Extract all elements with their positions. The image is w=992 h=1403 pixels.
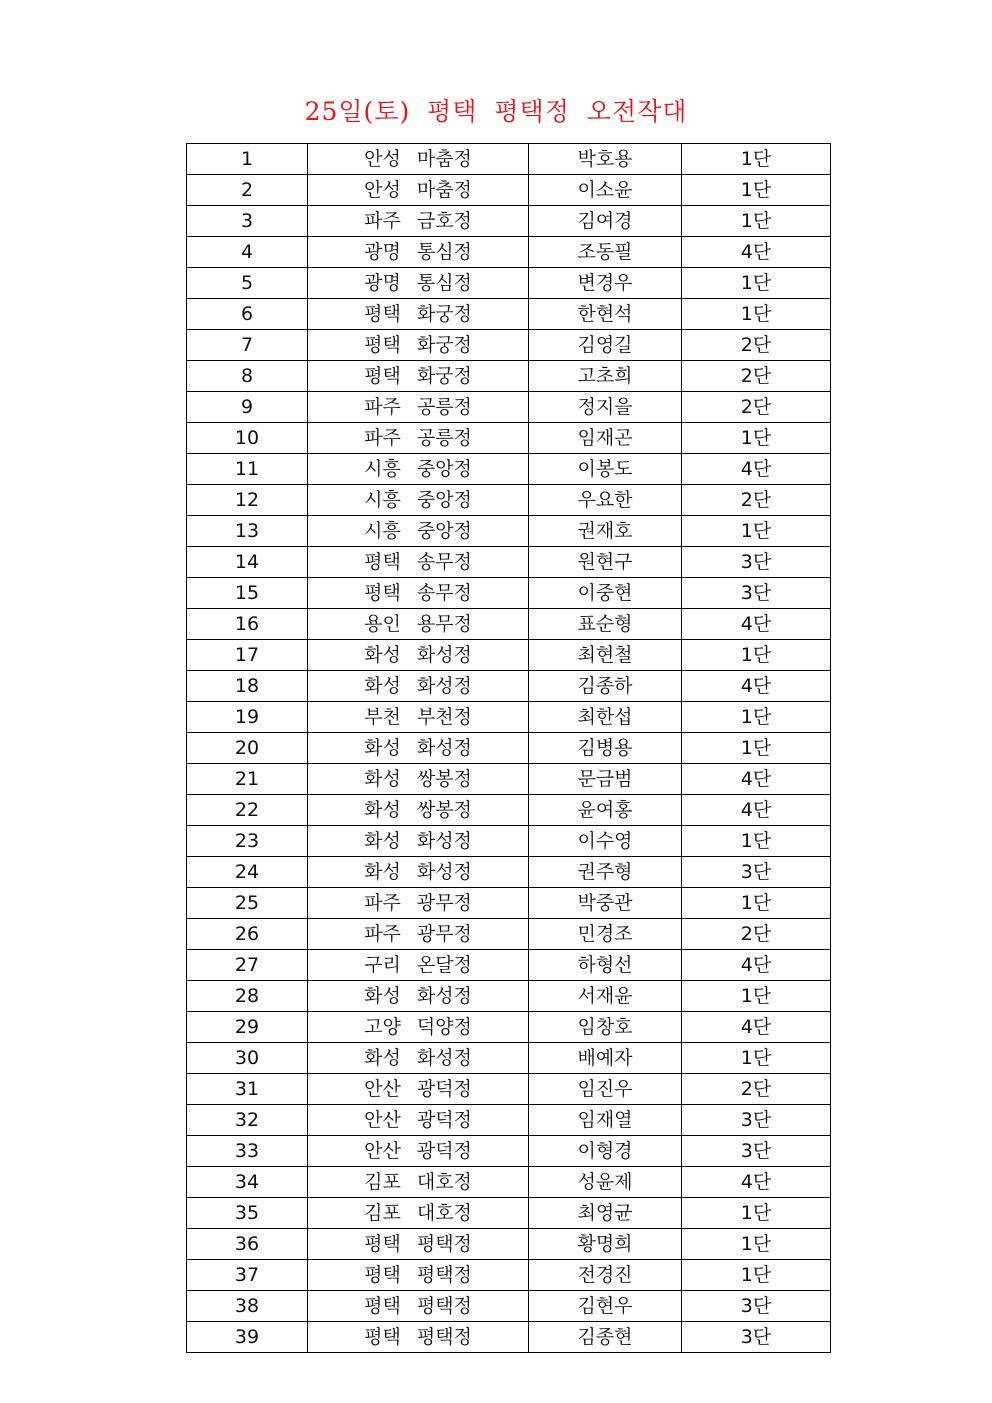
club-cell: 파주 공릉정 — [308, 392, 529, 423]
club-cell: 파주 광무정 — [308, 919, 529, 950]
row-number-cell: 32 — [187, 1105, 308, 1136]
row-number-cell: 10 — [187, 423, 308, 454]
row-number-cell: 1 — [187, 144, 308, 175]
row-number-cell: 27 — [187, 950, 308, 981]
rank-cell: 1단 — [682, 981, 831, 1012]
table-row — [187, 733, 831, 764]
row-number-cell: 20 — [187, 733, 308, 764]
club-cell: 김포 대호정 — [308, 1167, 529, 1198]
row-number-cell: 21 — [187, 764, 308, 795]
row-number-cell: 28 — [187, 981, 308, 1012]
rank-cell: 1단 — [682, 516, 831, 547]
rank-cell: 2단 — [682, 919, 831, 950]
table-row — [187, 1136, 831, 1167]
table-row — [187, 516, 831, 547]
rank-cell: 3단 — [682, 1322, 831, 1353]
archer-name-cell: 우요한 — [529, 485, 682, 516]
table-row — [187, 361, 831, 392]
club-cell: 광명 통심정 — [308, 268, 529, 299]
roster-body — [187, 144, 831, 1353]
row-number-cell: 33 — [187, 1136, 308, 1167]
club-cell: 안산 광덕정 — [308, 1105, 529, 1136]
rank-cell: 3단 — [682, 547, 831, 578]
rank-cell: 4단 — [682, 1167, 831, 1198]
club-cell: 화성 화성정 — [308, 981, 529, 1012]
archer-name-cell: 김여경 — [529, 206, 682, 237]
rank-cell: 2단 — [682, 485, 831, 516]
row-number-cell: 25 — [187, 888, 308, 919]
club-cell: 안성 마춤정 — [308, 144, 529, 175]
table-row — [187, 237, 831, 268]
rank-cell: 3단 — [682, 578, 831, 609]
table-row — [187, 1043, 831, 1074]
row-number-cell: 3 — [187, 206, 308, 237]
archer-name-cell: 임창호 — [529, 1012, 682, 1043]
club-cell: 화성 화성정 — [308, 671, 529, 702]
row-number-cell: 35 — [187, 1198, 308, 1229]
club-cell: 화성 화성정 — [308, 733, 529, 764]
club-cell: 시흥 중앙정 — [308, 485, 529, 516]
rank-cell: 4단 — [682, 454, 831, 485]
row-number-cell: 6 — [187, 299, 308, 330]
row-number-cell: 31 — [187, 1074, 308, 1105]
rank-cell: 1단 — [682, 299, 831, 330]
archer-name-cell: 한현석 — [529, 299, 682, 330]
archer-name-cell: 성윤제 — [529, 1167, 682, 1198]
rank-cell: 1단 — [682, 702, 831, 733]
rank-cell: 1단 — [682, 1260, 831, 1291]
club-cell: 평택 화궁정 — [308, 361, 529, 392]
row-number-cell: 8 — [187, 361, 308, 392]
rank-cell: 4단 — [682, 609, 831, 640]
table-row — [187, 392, 831, 423]
club-cell: 평택 평택정 — [308, 1229, 529, 1260]
archer-name-cell: 김현우 — [529, 1291, 682, 1322]
row-number-cell: 11 — [187, 454, 308, 485]
archer-name-cell: 표순형 — [529, 609, 682, 640]
table-row — [187, 826, 831, 857]
archer-name-cell: 변경우 — [529, 268, 682, 299]
rank-cell: 1단 — [682, 268, 831, 299]
club-cell: 광명 통심정 — [308, 237, 529, 268]
row-number-cell: 18 — [187, 671, 308, 702]
archer-name-cell: 이소윤 — [529, 175, 682, 206]
club-cell: 평택 송무정 — [308, 578, 529, 609]
rank-cell: 1단 — [682, 826, 831, 857]
rank-cell: 1단 — [682, 423, 831, 454]
row-number-cell: 38 — [187, 1291, 308, 1322]
row-number-cell: 30 — [187, 1043, 308, 1074]
document-title: 25일(토) 평택 평택정 오전작대 — [304, 97, 688, 126]
archer-name-cell: 임재열 — [529, 1105, 682, 1136]
table-row — [187, 330, 831, 361]
archer-name-cell: 김종현 — [529, 1322, 682, 1353]
archer-name-cell: 김종하 — [529, 671, 682, 702]
archer-name-cell: 임진우 — [529, 1074, 682, 1105]
rank-cell: 1단 — [682, 175, 831, 206]
archer-name-cell: 윤여홍 — [529, 795, 682, 826]
table-row — [187, 1322, 831, 1353]
table-row — [187, 1260, 831, 1291]
row-number-cell: 24 — [187, 857, 308, 888]
rank-cell: 3단 — [682, 857, 831, 888]
archer-name-cell: 이형경 — [529, 1136, 682, 1167]
archer-name-cell: 김병용 — [529, 733, 682, 764]
table-row — [187, 547, 831, 578]
club-cell: 평택 평택정 — [308, 1291, 529, 1322]
rank-cell: 2단 — [682, 330, 831, 361]
club-cell: 구리 온달정 — [308, 950, 529, 981]
club-cell: 부천 부천정 — [308, 702, 529, 733]
table-row — [187, 1012, 831, 1043]
archer-name-cell: 권재호 — [529, 516, 682, 547]
rank-cell: 1단 — [682, 206, 831, 237]
rank-cell: 1단 — [682, 144, 831, 175]
rank-cell: 1단 — [682, 1229, 831, 1260]
club-cell: 화성 쌍봉정 — [308, 764, 529, 795]
archer-name-cell: 황명희 — [529, 1229, 682, 1260]
archer-name-cell: 원현구 — [529, 547, 682, 578]
row-number-cell: 13 — [187, 516, 308, 547]
archer-name-cell: 조동필 — [529, 237, 682, 268]
rank-cell: 4단 — [682, 237, 831, 268]
row-number-cell: 9 — [187, 392, 308, 423]
row-number-cell: 36 — [187, 1229, 308, 1260]
table-row — [187, 1167, 831, 1198]
archer-name-cell: 고초희 — [529, 361, 682, 392]
rank-cell: 3단 — [682, 1105, 831, 1136]
table-row — [187, 640, 831, 671]
table-row — [187, 299, 831, 330]
archer-name-cell: 김영길 — [529, 330, 682, 361]
table-row — [187, 919, 831, 950]
club-cell: 시흥 중앙정 — [308, 454, 529, 485]
rank-cell: 4단 — [682, 671, 831, 702]
rank-cell: 1단 — [682, 1198, 831, 1229]
archer-name-cell: 이봉도 — [529, 454, 682, 485]
rank-cell: 1단 — [682, 640, 831, 671]
table-row — [187, 950, 831, 981]
row-number-cell: 23 — [187, 826, 308, 857]
club-cell: 안성 마춤정 — [308, 175, 529, 206]
row-number-cell: 16 — [187, 609, 308, 640]
table-row — [187, 609, 831, 640]
club-cell: 고양 덕양정 — [308, 1012, 529, 1043]
club-cell: 평택 평택정 — [308, 1260, 529, 1291]
club-cell: 용인 용무정 — [308, 609, 529, 640]
club-cell: 평택 평택정 — [308, 1322, 529, 1353]
rank-cell: 2단 — [682, 361, 831, 392]
rank-cell: 4단 — [682, 764, 831, 795]
club-cell: 파주 금호정 — [308, 206, 529, 237]
table-row — [187, 1198, 831, 1229]
club-cell: 평택 화궁정 — [308, 299, 529, 330]
archer-name-cell: 이중현 — [529, 578, 682, 609]
table-row — [187, 764, 831, 795]
archer-name-cell: 이수영 — [529, 826, 682, 857]
row-number-cell: 14 — [187, 547, 308, 578]
row-number-cell: 17 — [187, 640, 308, 671]
rank-cell: 1단 — [682, 1043, 831, 1074]
row-number-cell: 34 — [187, 1167, 308, 1198]
row-number-cell: 7 — [187, 330, 308, 361]
club-cell: 화성 화성정 — [308, 1043, 529, 1074]
row-number-cell: 4 — [187, 237, 308, 268]
club-cell: 파주 공릉정 — [308, 423, 529, 454]
club-cell: 김포 대호정 — [308, 1198, 529, 1229]
rank-cell: 3단 — [682, 1136, 831, 1167]
row-number-cell: 15 — [187, 578, 308, 609]
row-number-cell: 39 — [187, 1322, 308, 1353]
archer-name-cell: 박호용 — [529, 144, 682, 175]
archer-name-cell: 최한섭 — [529, 702, 682, 733]
rank-cell: 4단 — [682, 795, 831, 826]
archer-name-cell: 문금범 — [529, 764, 682, 795]
rank-cell: 1단 — [682, 733, 831, 764]
row-number-cell: 12 — [187, 485, 308, 516]
table-row — [187, 144, 831, 175]
table-row — [187, 454, 831, 485]
table-row — [187, 206, 831, 237]
archer-name-cell: 민경조 — [529, 919, 682, 950]
table-row — [187, 671, 831, 702]
archer-name-cell: 전경진 — [529, 1260, 682, 1291]
club-cell: 안산 광덕정 — [308, 1074, 529, 1105]
club-cell: 시흥 중앙정 — [308, 516, 529, 547]
table-row — [187, 888, 831, 919]
club-cell: 화성 화성정 — [308, 857, 529, 888]
rank-cell: 4단 — [682, 950, 831, 981]
table-row — [187, 981, 831, 1012]
archer-name-cell: 최현철 — [529, 640, 682, 671]
table-row — [187, 795, 831, 826]
archer-name-cell: 서재윤 — [529, 981, 682, 1012]
club-cell: 화성 쌍봉정 — [308, 795, 529, 826]
rank-cell: 1단 — [682, 888, 831, 919]
table-row — [187, 485, 831, 516]
table-row — [187, 578, 831, 609]
club-cell: 안산 광덕정 — [308, 1136, 529, 1167]
rank-cell: 4단 — [682, 1012, 831, 1043]
roster-table — [186, 143, 831, 1353]
row-number-cell: 19 — [187, 702, 308, 733]
club-cell: 파주 광무정 — [308, 888, 529, 919]
archer-name-cell: 박중관 — [529, 888, 682, 919]
club-cell: 화성 화성정 — [308, 640, 529, 671]
archer-name-cell: 임재곤 — [529, 423, 682, 454]
table-row — [187, 702, 831, 733]
club-cell: 화성 화성정 — [308, 826, 529, 857]
row-number-cell: 29 — [187, 1012, 308, 1043]
archer-name-cell: 배예자 — [529, 1043, 682, 1074]
table-row — [187, 857, 831, 888]
table-row — [187, 1229, 831, 1260]
table-row — [187, 1105, 831, 1136]
table-row — [187, 1074, 831, 1105]
row-number-cell: 22 — [187, 795, 308, 826]
club-cell: 평택 화궁정 — [308, 330, 529, 361]
row-number-cell: 37 — [187, 1260, 308, 1291]
table-row — [187, 175, 831, 206]
row-number-cell: 2 — [187, 175, 308, 206]
club-cell: 평택 송무정 — [308, 547, 529, 578]
table-row — [187, 1291, 831, 1322]
archer-name-cell: 최영균 — [529, 1198, 682, 1229]
table-row — [187, 423, 831, 454]
archer-name-cell: 권주형 — [529, 857, 682, 888]
rank-cell: 3단 — [682, 1291, 831, 1322]
archer-name-cell: 정지을 — [529, 392, 682, 423]
table-row — [187, 268, 831, 299]
row-number-cell: 5 — [187, 268, 308, 299]
rank-cell: 2단 — [682, 392, 831, 423]
row-number-cell: 26 — [187, 919, 308, 950]
archer-name-cell: 하형선 — [529, 950, 682, 981]
rank-cell: 2단 — [682, 1074, 831, 1105]
